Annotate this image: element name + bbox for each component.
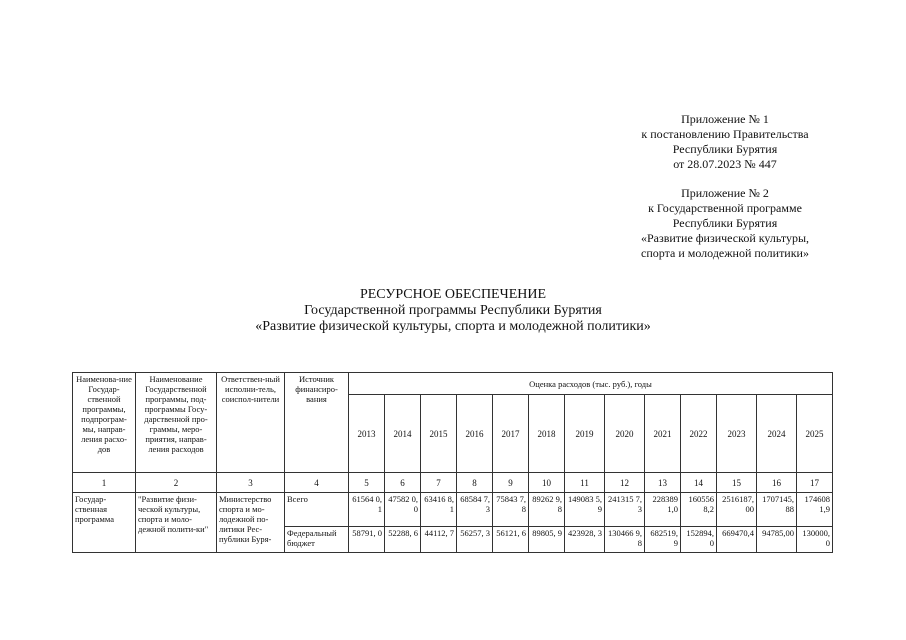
- column-number: 3: [217, 473, 285, 493]
- column-number: 5: [349, 473, 385, 493]
- value-cell: 682519, 9: [645, 527, 681, 553]
- year-header: 2024: [757, 395, 797, 473]
- value-cell: 130466 9,8: [605, 527, 645, 553]
- value-cell: 56257, 3: [457, 527, 493, 553]
- value-cell: 63416 8,1: [421, 493, 457, 527]
- column-number: 15: [717, 473, 757, 493]
- value-cell: 130000, 0: [797, 527, 833, 553]
- year-header: 2023: [717, 395, 757, 473]
- column-number: 8: [457, 473, 493, 493]
- value-cell: 47582 0,0: [385, 493, 421, 527]
- column-number: 2: [136, 473, 217, 493]
- column-number: 4: [285, 473, 349, 493]
- year-header: 2015: [421, 395, 457, 473]
- value-cell: 152894, 0: [681, 527, 717, 553]
- appendix-2-line: «Развитие физической культуры,: [640, 231, 810, 245]
- value-cell: 241315 7,3: [605, 493, 645, 527]
- year-header: 2020: [605, 395, 645, 473]
- document-subtitle-program: «Развитие физической культуры, спорта и молодежной политики»: [255, 319, 651, 334]
- appendix-2-line: Республики Бурятия: [672, 216, 778, 230]
- value-cell: 228389 1,0: [645, 493, 681, 527]
- year-header: 2013: [349, 395, 385, 473]
- column-number: 11: [565, 473, 605, 493]
- column-number: 14: [681, 473, 717, 493]
- value-cell: 2516187, 00: [717, 493, 757, 527]
- column-number: 9: [493, 473, 529, 493]
- source-label-total: Всего: [285, 493, 349, 527]
- value-cell: 160556 8,2: [681, 493, 717, 527]
- header-col-name: Наименова-ние Государ-ственной программы, подпрограм-мы, направ-ления расхо-дов: [73, 373, 136, 473]
- value-cell: 1707145, 88: [757, 493, 797, 527]
- value-cell: 89805, 9: [529, 527, 565, 553]
- value-cell: 94785,00: [757, 527, 797, 553]
- column-number: 12: [605, 473, 645, 493]
- appendix-1-line: от 28.07.2023 № 447: [673, 157, 777, 171]
- year-header: 2019: [565, 395, 605, 473]
- value-cell: 89262 9,8: [529, 493, 565, 527]
- header-col-program: Наименование Государственной программы, под-программы Госу-дарственной про-граммы, меро-приятия, направ-ления расходов: [136, 373, 217, 473]
- column-number: 17: [797, 473, 833, 493]
- value-cell: 75843 7,8: [493, 493, 529, 527]
- value-cell: 149083 5,9: [565, 493, 605, 527]
- value-cell: 52288, 6: [385, 527, 421, 553]
- year-header: 2025: [797, 395, 833, 473]
- value-cell: 423928, 3: [565, 527, 605, 553]
- row-name-cell: Государ-ственная программа: [73, 493, 136, 553]
- document-subtitle: Государственной программы Республики Бурятия: [304, 303, 602, 318]
- appendix-1-block: [600, 112, 850, 172]
- year-header: 2021: [645, 395, 681, 473]
- column-number: 13: [645, 473, 681, 493]
- year-header: 2022: [681, 395, 717, 473]
- appendix-2-block: [600, 186, 850, 261]
- appendix-2-line: Приложение № 2: [681, 186, 769, 200]
- value-cell: 44112, 7: [421, 527, 457, 553]
- document-title: РЕСУРСНОЕ ОБЕСПЕЧЕНИЕ: [359, 287, 547, 302]
- appendix-1-line: Республики Бурятия: [672, 142, 778, 156]
- column-number: 1: [73, 473, 136, 493]
- year-header: 2014: [385, 395, 421, 473]
- appendix-2-line: к Государственной программе: [648, 201, 802, 215]
- year-header: 2017: [493, 395, 529, 473]
- year-header: 2016: [457, 395, 493, 473]
- value-cell: 61564 0,1: [349, 493, 385, 527]
- appendix-1-line: Приложение № 1: [681, 112, 769, 126]
- table-row-total: [73, 493, 833, 527]
- source-label-federal: Федеральный бюджет: [285, 527, 349, 553]
- column-number: 6: [385, 473, 421, 493]
- header-estimate: Оценка расходов (тыс. руб.), годы: [349, 373, 833, 395]
- year-header: 2018: [529, 395, 565, 473]
- row-program-cell: "Развитие физи-ческой культуры, спорта и моло-дежной полити-ки": [136, 493, 217, 553]
- column-number: 16: [757, 473, 797, 493]
- value-cell: 58791, 0: [349, 527, 385, 553]
- value-cell: 68584 7,3: [457, 493, 493, 527]
- resource-table: [72, 372, 833, 553]
- value-cell: 669470,4: [717, 527, 757, 553]
- row-executor-cell: Министерство спорта и мо-лодежной по-литики Рес-публики Буря-: [217, 493, 285, 553]
- value-cell: 174608 1,9: [797, 493, 833, 527]
- value-cell: 56121, 6: [493, 527, 529, 553]
- column-number: 7: [421, 473, 457, 493]
- column-number: 10: [529, 473, 565, 493]
- appendix-2-line: спорта и молодежной политики»: [641, 246, 809, 260]
- header-col-source: Источник финансиро-вания: [285, 373, 349, 473]
- appendix-1-line: к постановлению Правительства: [641, 127, 809, 141]
- header-col-executor: Ответствен-ный исполни-тель, соиспол-нители: [217, 373, 285, 473]
